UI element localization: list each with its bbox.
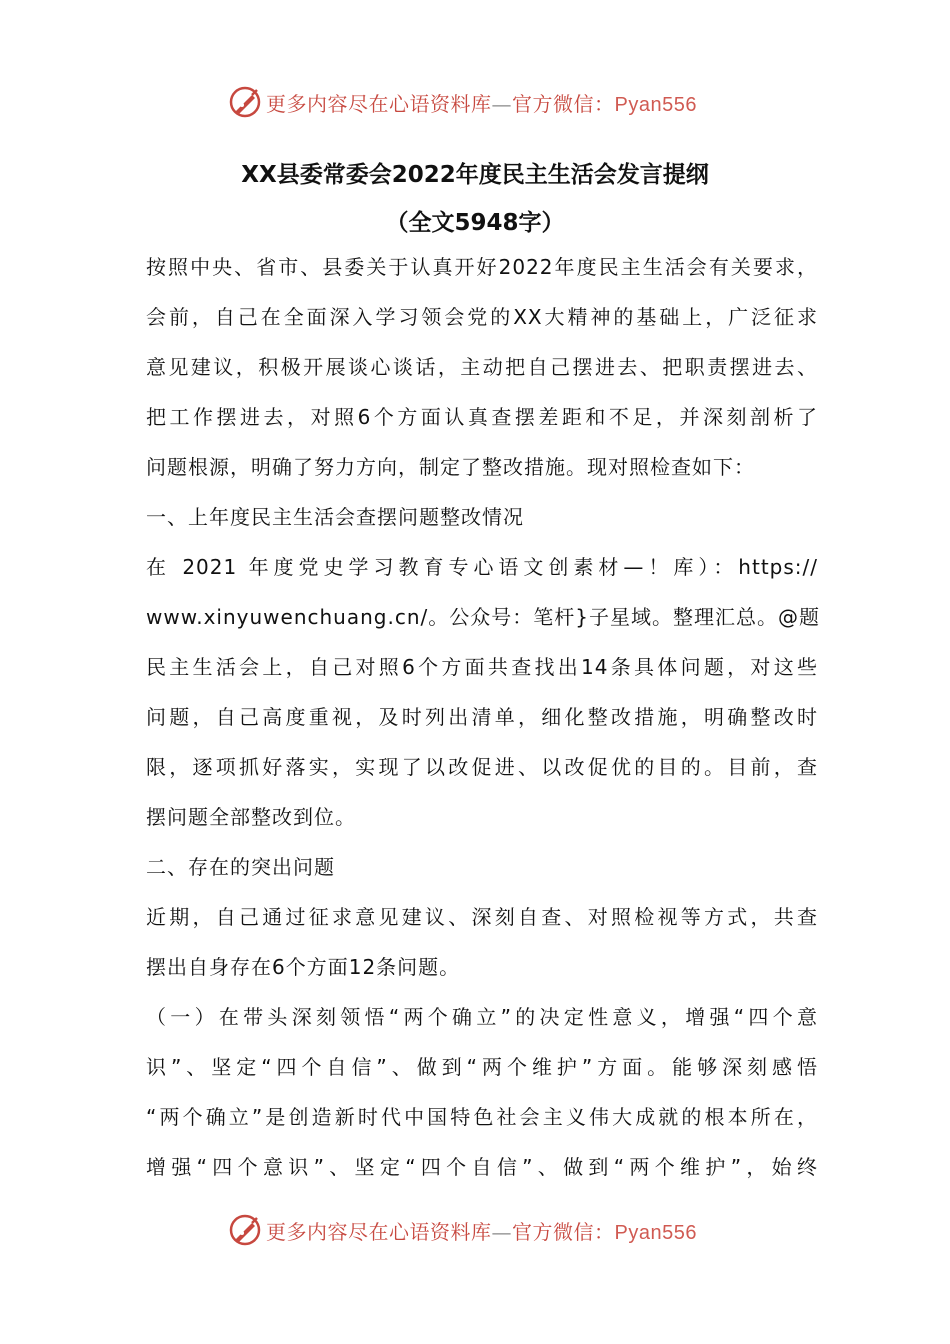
- body-line: 把工作摆进去，对照6个方面认真查摆差距和不足，并深刻剖析了: [146, 405, 818, 429]
- banner-wechat-id: Pyan556: [614, 93, 697, 116]
- header-watermark-banner: [228, 84, 697, 120]
- body-line: 意见建议，积极开展谈心谈话，主动把自己摆进去、把职责摆进去、: [146, 355, 818, 379]
- body-line: （一）在带头深刻领悟“两个确立”的决定性意义，增强“四个意: [146, 1005, 818, 1029]
- banner-suffix: 官方微信：: [512, 91, 615, 116]
- banner-text: [266, 1216, 697, 1245]
- banner-separator: —: [491, 1219, 512, 1244]
- body-line: 会前，自己在全面深入学习领会党的XX大精神的基础上，广泛征求: [146, 305, 818, 329]
- body-line: 问题，自己高度重视，及时列出清单，细化整改措施，明确整改时: [146, 705, 818, 729]
- document-subtitle: （全文5948字）: [385, 210, 565, 236]
- body-line: 民主生活会上，自己对照6个方面共查找出14条具体问题，对这些: [146, 655, 818, 679]
- body-line: 问题根源，明确了努力方向，制定了整改措施。现对照检查如下：: [146, 455, 755, 479]
- section-heading: 一、上年度民主生活会查摆问题整改情况: [146, 505, 524, 529]
- body-line: 识”、坚定“四个自信”、做到“两个维护”方面。能够深刻感悟: [146, 1055, 818, 1079]
- body-line: 摆问题全部整改到位。: [146, 805, 356, 829]
- body-line: 按照中央、省市、县委关于认真开好2022年度民主生活会有关要求，: [146, 255, 818, 279]
- pen-nib-logo-icon: [228, 85, 262, 119]
- section-heading: 二、存在的突出问题: [146, 855, 335, 879]
- banner-main-text: 更多内容尽在心语资料库: [266, 1219, 492, 1244]
- document-title: XX县委常委会2022年度民主生活会发言提纲: [241, 162, 709, 188]
- body-line: www.xinyuwenchuang.cn/。公众号：笔杆}子星域。整理汇总。@题: [146, 605, 820, 629]
- body-line: 增强“四个意识”、坚定“四个自信”、做到“两个维护”，始终: [146, 1155, 818, 1179]
- banner-text: [266, 88, 697, 117]
- banner-separator: —: [491, 91, 512, 116]
- body-line: 近期，自己通过征求意见建议、深刻自查、对照检视等方式，共查: [146, 905, 818, 929]
- footer-watermark-banner: [228, 1212, 697, 1248]
- document-body: [146, 242, 818, 1192]
- body-line: “两个确立”是创造新时代中国特色社会主义伟大成就的根本所在，: [146, 1105, 818, 1129]
- banner-wechat-id: Pyan556: [614, 1221, 697, 1244]
- body-line: 摆出自身存在6个方面12条问题。: [146, 955, 461, 979]
- body-line: 在 2021 年度党史学习教育专心语文创素材—！库）：https://: [146, 555, 818, 579]
- body-line: 限，逐项抓好落实，实现了以改促进、以改促优的目的。目前，查: [146, 755, 818, 779]
- banner-suffix: 官方微信：: [512, 1219, 615, 1244]
- pen-nib-logo-icon: [228, 1213, 262, 1247]
- banner-main-text: 更多内容尽在心语资料库: [266, 91, 492, 116]
